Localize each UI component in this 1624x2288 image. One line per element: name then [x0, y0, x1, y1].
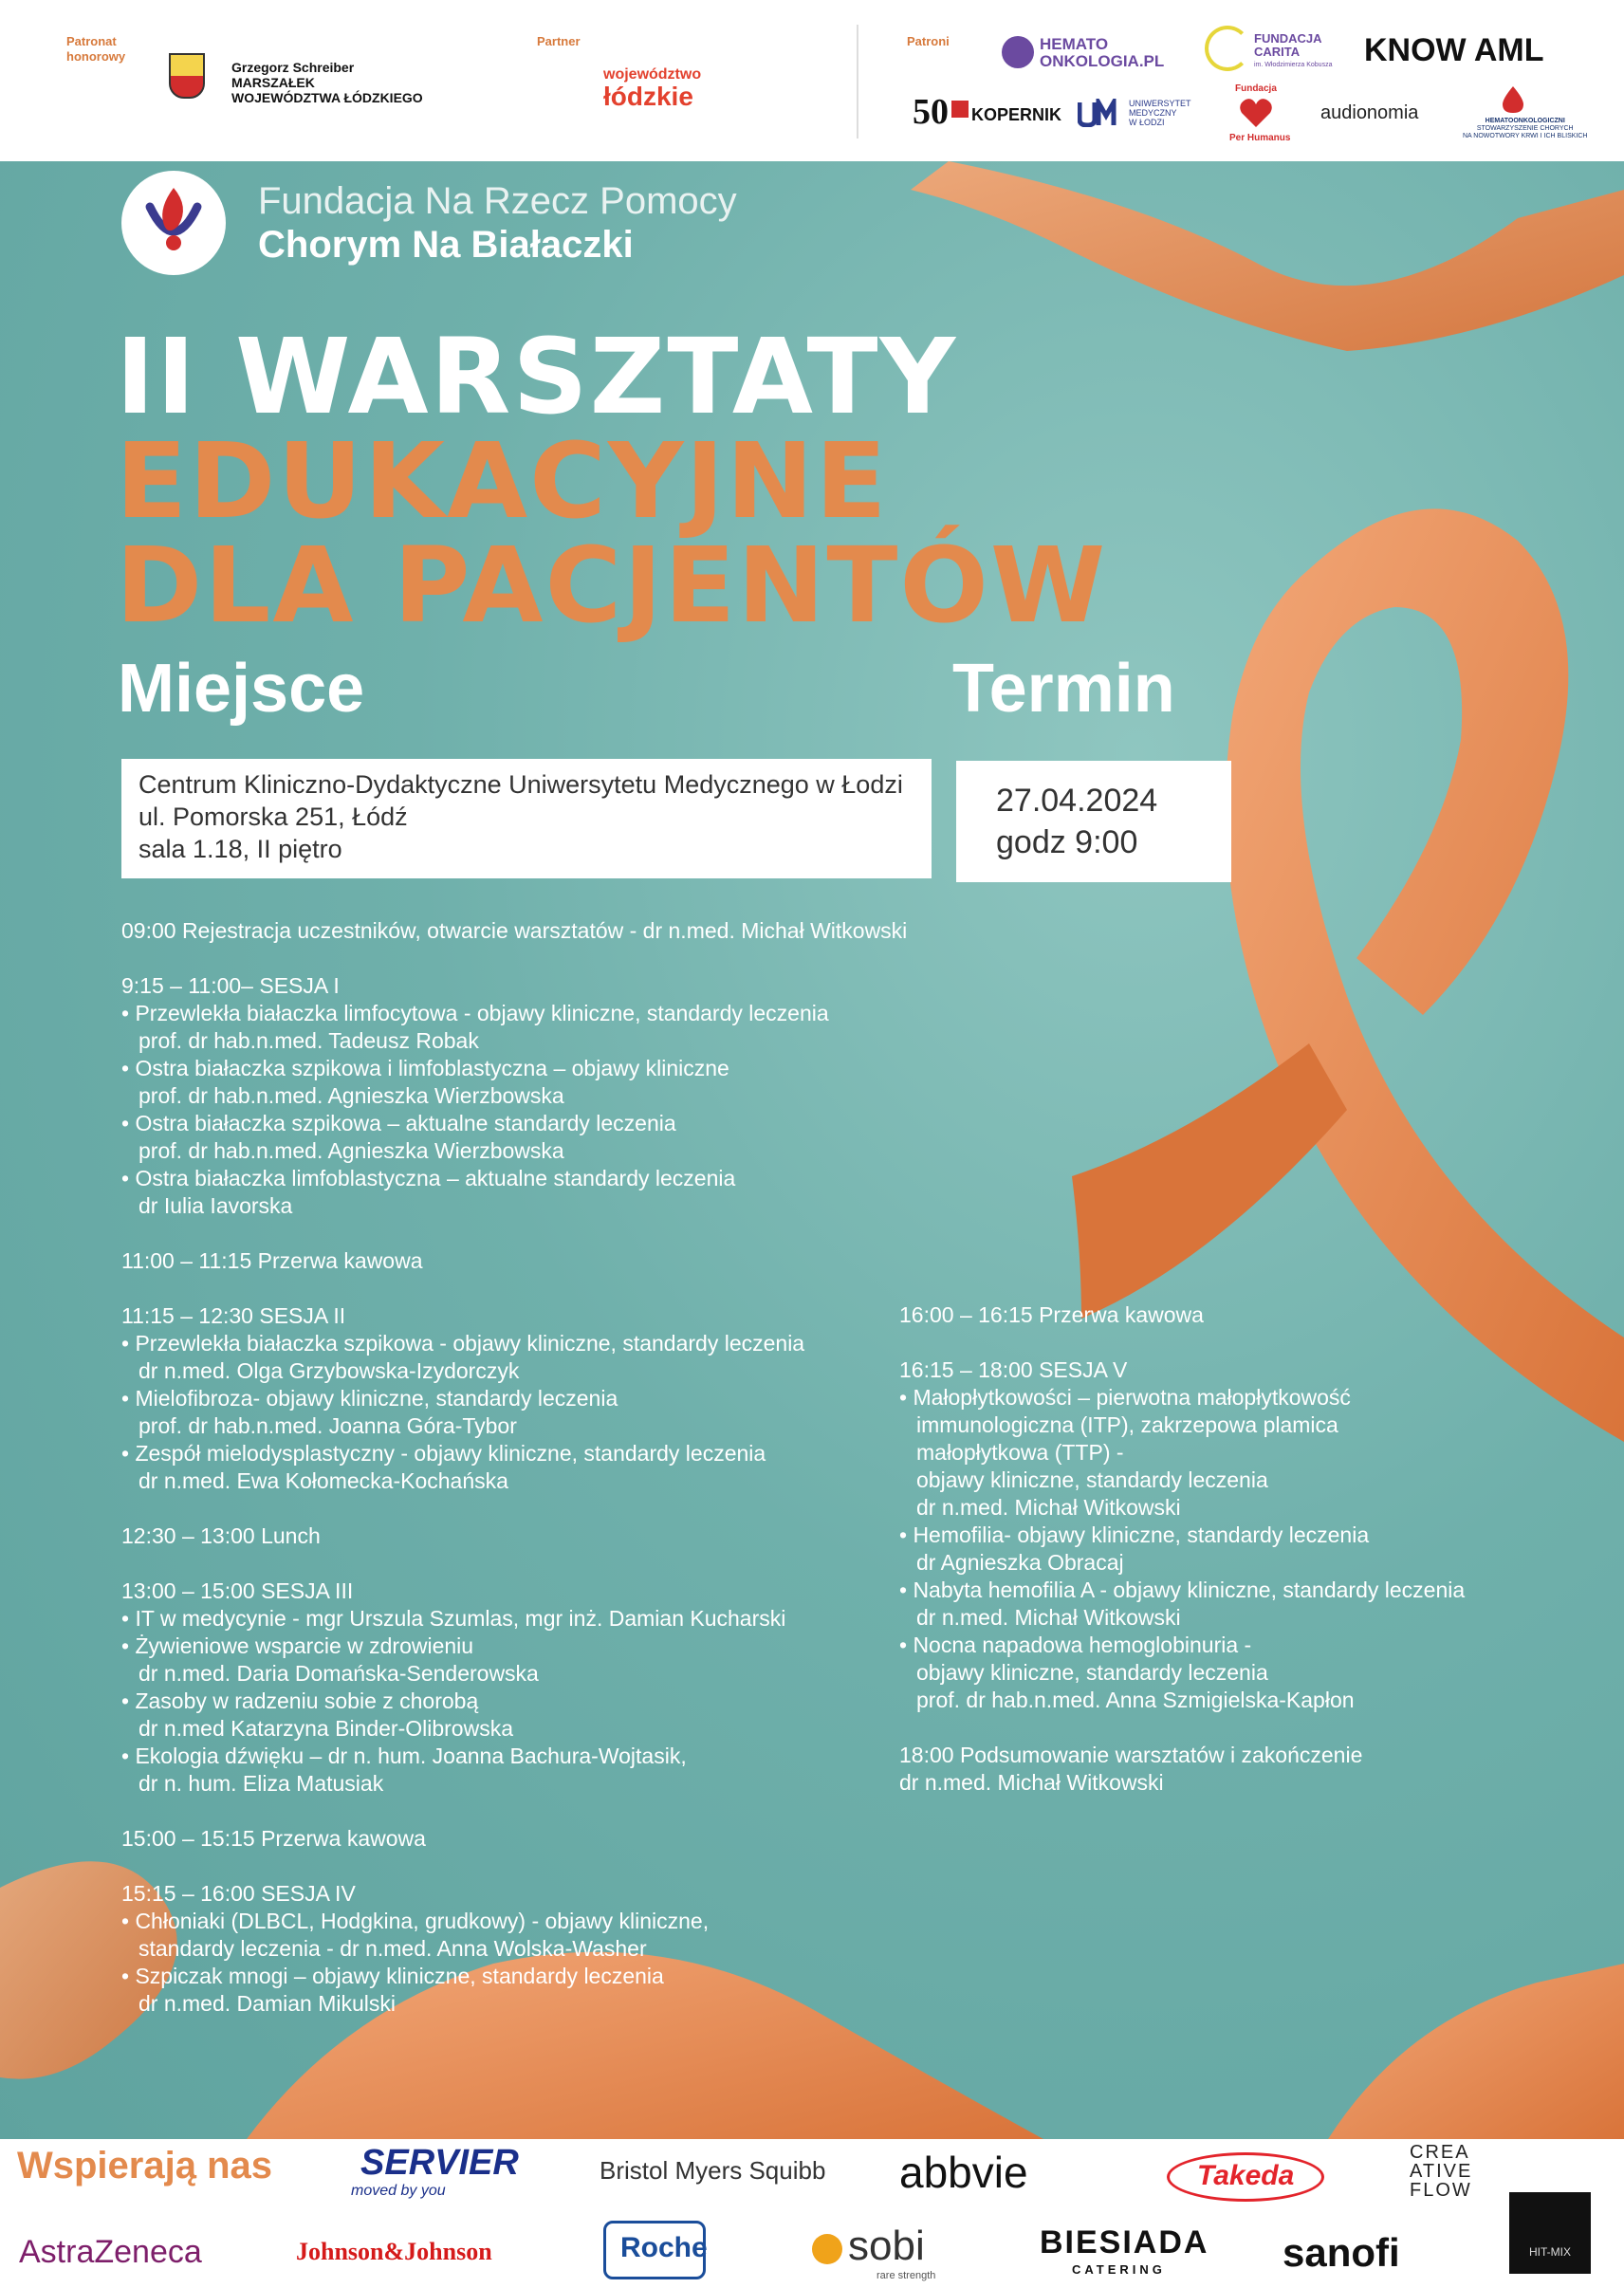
- program-line: • Nabyta hemofilia A - objawy kliniczne, standardy leczenia: [899, 1578, 1466, 1602]
- program-line: 15:00 – 15:15 Przerwa kawowa: [121, 1826, 426, 1851]
- sobi-dot-icon: [812, 2234, 842, 2264]
- fundacja-carita-logo: FUNDACJA CARITA im. Włodzimierza Kobusza: [1254, 31, 1333, 68]
- program-line: • Przewlekła białaczka szpikowa - objawy kliniczne, standardy leczenia: [121, 1331, 805, 1356]
- term-box: [956, 761, 1231, 882]
- roche-logo: Roche: [620, 2232, 708, 2263]
- program-line: dr n.med. Ewa Kołomecka-Kochańska: [138, 1468, 508, 1493]
- program-spacer: [121, 1853, 907, 1880]
- hemato-onkologia-logo: HEMATO ONKOLOGIA.PL: [1040, 35, 1165, 70]
- carita-logo-icon: [1205, 26, 1250, 71]
- program-line: prof. dr hab.n.med. Anna Szmigielska-Kapłon: [916, 1688, 1355, 1712]
- program-line: standardy leczenia - dr n.med. Anna Wolska-Washer: [138, 1936, 647, 1961]
- org-name-line1: Fundacja Na Rzecz Pomocy: [258, 180, 737, 222]
- program-line: dr n.med. Michał Witkowski: [916, 1495, 1181, 1520]
- partners-header: [0, 0, 1624, 161]
- coat-of-arms-icon: [169, 53, 205, 99]
- title-line2: EDUKACYJNE: [116, 420, 889, 542]
- sobi-tagline: rare strength: [877, 2270, 936, 2281]
- program-line: dr n.med. Michał Witkowski: [899, 1770, 1164, 1795]
- abbvie-logo: abbvie: [899, 2148, 1028, 2197]
- program-line: 18:00 Podsumowanie warsztatów i zakończenie: [899, 1743, 1363, 1767]
- place-heading: Miejsce: [118, 651, 365, 727]
- program-line: • IT w medycynie - mgr Urszula Szumlas, mgr inż. Damian Kucharski: [121, 1606, 786, 1631]
- program-line: • Zasoby w radzeniu sobie z chorobą: [121, 1688, 479, 1713]
- per-humanus-label: Per Humanus: [1229, 133, 1291, 143]
- program-line: 11:15 – 12:30 SESJA II: [121, 1303, 346, 1328]
- program-line: 12:30 – 13:00 Lunch: [121, 1523, 321, 1548]
- header-divider: [857, 25, 858, 138]
- hematoonkologiczni-logo: HEMATOONKOLOGICZNI STOWARZYSZENIE CHORYCH NA NOWOTWORY KRWI I ICH BLISKICH: [1463, 118, 1588, 139]
- patroni-label: Patroni: [907, 34, 950, 48]
- program-spacer: [121, 1220, 907, 1247]
- program-line: 16:00 – 16:15 Przerwa kawowa: [899, 1302, 1204, 1327]
- servier-logo: SERVIER: [360, 2143, 519, 2183]
- program-line: 11:00 – 11:15 Przerwa kawowa: [121, 1248, 423, 1273]
- umed-logo-icon: [1078, 99, 1121, 127]
- kopernik-cross-icon: [951, 101, 969, 118]
- title-line3: DLA PACJENTÓW: [116, 525, 1108, 646]
- program-line: • Chłoniaki (DLBCL, Hodgkina, grudkowy) - objawy kliniczne,: [121, 1909, 710, 1933]
- partner-label: Partner: [537, 34, 581, 48]
- program-line: dr n.med. Damian Mikulski: [138, 1991, 396, 2016]
- kopernik-50-badge: 50: [913, 92, 949, 132]
- program-line: prof. dr hab.n.med. Joanna Góra-Tybor: [138, 1413, 517, 1438]
- place-line: ul. Pomorska 251, Łódź: [138, 803, 408, 831]
- program-spacer: [121, 1798, 907, 1825]
- program-line: dr n. hum. Eliza Matusiak: [138, 1771, 384, 1796]
- sanofi-logo: sanofi: [1283, 2230, 1400, 2275]
- program-line: dr n.med. Daria Domańska-Senderowska: [138, 1661, 539, 1686]
- program-line: • Małopłytkowości – pierwotna małopłytkowość: [899, 1385, 1351, 1410]
- program-line: • Ostra białaczka szpikowa – aktualne standardy leczenia: [121, 1111, 676, 1135]
- blood-drop-icon: [1501, 85, 1525, 114]
- umed-logo: UNIWERSYTET MEDYCZNY W ŁODZI: [1129, 99, 1191, 127]
- program-line: • Mielofibroza- objawy kliniczne, standardy leczenia: [121, 1386, 618, 1411]
- know-aml-logo: KNOW AML: [1364, 32, 1544, 68]
- program-spacer: [121, 1275, 907, 1302]
- program-line: • Zespół mielodysplastyczny - objawy kliniczne, standardy leczenia: [121, 1441, 766, 1466]
- program-line: • Nocna napadowa hemoglobinuria -: [899, 1633, 1252, 1657]
- program-line: objawy kliniczne, standardy leczenia: [916, 1660, 1268, 1685]
- per-humanus-heart-icon: [1239, 97, 1273, 129]
- patronat-label: Patronat honorowy: [66, 34, 126, 64]
- creative-flow-logo: CREA ATIVE FLOW: [1410, 2142, 1473, 2201]
- kopernik-logo: KOPERNIK: [971, 105, 1062, 124]
- program-line: prof. dr hab.n.med. Tadeusz Robak: [138, 1028, 479, 1053]
- program-line: dr n.med Katarzyna Binder-Olibrowska: [138, 1716, 513, 1741]
- program-line: 09:00 Rejestracja uczestników, otwarcie warsztatów - dr n.med. Michał Witkowski: [121, 918, 908, 943]
- program-spacer: [121, 1495, 907, 1522]
- program-line: 15:15 – 16:00 SESJA IV: [121, 1881, 356, 1906]
- wojewodztwo-lodzkie-logo: województwo łódzkie: [603, 66, 702, 111]
- program-line: dr n.med. Michał Witkowski: [916, 1605, 1181, 1630]
- fundacja-logo-icon: [121, 171, 226, 275]
- program-line: dr Iulia Iavorska: [138, 1193, 293, 1218]
- program-line: 13:00 – 15:00 SESJA III: [121, 1578, 354, 1603]
- program-line: prof. dr hab.n.med. Agnieszka Wierzbowska: [138, 1138, 564, 1163]
- program-line: • Żywieniowe wsparcie w zdrowieniu: [121, 1633, 474, 1658]
- program-spacer: [121, 1550, 907, 1578]
- title-line1: II WARSZTATY: [116, 316, 958, 437]
- program-line: • Szpiczak mnogi – objawy kliniczne, standardy leczenia: [121, 1964, 664, 1988]
- sponsors-heading: Wspierają nas: [17, 2145, 273, 2187]
- program-line: objawy kliniczne, standardy leczenia: [916, 1467, 1268, 1492]
- astrazeneca-logo: AstraZeneca: [19, 2234, 202, 2270]
- program-spacer: [899, 1329, 1465, 1356]
- per-humanus-label-top: Fundacja: [1235, 83, 1277, 94]
- place-box: [121, 759, 932, 878]
- hit-mix-logo: HIT-MIX: [1509, 2192, 1591, 2274]
- program-right-column: [899, 1301, 1465, 1797]
- program-spacer: [899, 1714, 1465, 1742]
- sobi-logo: sobi: [848, 2223, 925, 2269]
- program-spacer: [121, 945, 907, 972]
- program-line: • Ekologia dźwięku – dr n. hum. Joanna Bachura-Wojtasik,: [121, 1744, 687, 1768]
- program-line: • Ostra białaczka szpikowa i limfoblastyczna – objawy kliniczne: [121, 1056, 729, 1080]
- program-line: immunologiczna (ITP), zakrzepowa plamica: [916, 1412, 1338, 1437]
- takeda-logo: Takeda: [1197, 2160, 1295, 2191]
- place-line: Centrum Kliniczno-Dydaktyczne Uniwersytetu Medycznego w Łodzi: [138, 770, 903, 799]
- main-poster-area: [0, 161, 1624, 2139]
- servier-tagline: moved by you: [351, 2183, 446, 2199]
- biesiada-logo: BIESIADA: [1040, 2224, 1209, 2260]
- hemato-logo-icon: [1002, 36, 1034, 68]
- place-line: sala 1.18, II piętro: [138, 835, 342, 863]
- audionomia-logo: audionomia: [1320, 102, 1419, 123]
- jnj-logo: Johnson&Johnson: [296, 2238, 492, 2265]
- program-left-column: [121, 917, 907, 2018]
- program-line: • Hemofilia- objawy kliniczne, standardy leczenia: [899, 1522, 1370, 1547]
- patron-person: Grzegorz Schreiber MARSZAŁEK WOJEWÓDZTWA ŁÓDZKIEGO: [231, 60, 423, 105]
- term-time: godz 9:00: [996, 824, 1138, 860]
- program-line: dr Agnieszka Obracaj: [916, 1550, 1124, 1575]
- term-heading: Termin: [952, 651, 1175, 727]
- program-line: • Ostra białaczka limfoblastyczna – aktualne standardy leczenia: [121, 1166, 736, 1190]
- program-line: dr n.med. Olga Grzybowska-Izydorczyk: [138, 1358, 520, 1383]
- biesiada-tagline: CATERING: [1072, 2262, 1166, 2277]
- program-line: 16:15 – 18:00 SESJA V: [899, 1357, 1128, 1382]
- program-line: prof. dr hab.n.med. Agnieszka Wierzbowska: [138, 1083, 564, 1108]
- term-date: 27.04.2024: [996, 783, 1158, 819]
- sponsors-footer: [0, 2139, 1624, 2288]
- org-name-line2: Chorym Na Białaczki: [258, 224, 634, 266]
- program-line: 9:15 – 11:00– SESJA I: [121, 973, 340, 998]
- bms-logo: Bristol Myers Squibb: [600, 2156, 826, 2185]
- program-line: małopłytkowa (TTP) -: [916, 1440, 1124, 1465]
- program-line: • Przewlekła białaczka limfocytowa - objawy kliniczne, standardy leczenia: [121, 1001, 829, 1025]
